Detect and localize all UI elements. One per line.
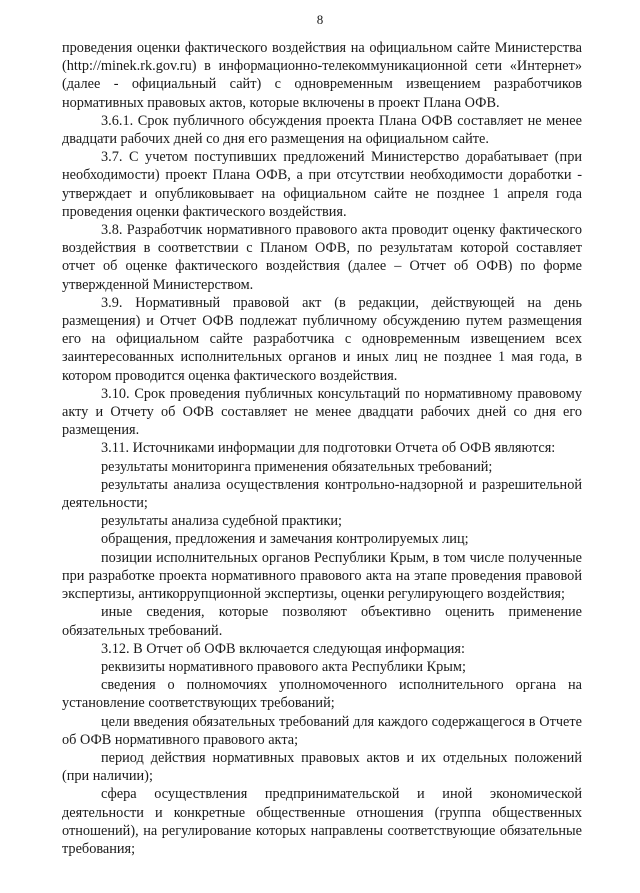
paragraph: обращения, предложения и замечания контролируемых лиц; bbox=[101, 531, 469, 548]
paragraph: результаты мониторинга применения обязательных требований; bbox=[101, 458, 493, 475]
paragraph: сведения о полномочиях уполномоченного исполнительного органа на установление соответствующих требований; bbox=[62, 677, 582, 712]
paragraph: проведения оценки фактического воздействия на официальном сайте Министерства (http://minek.rk.gov.ru) в информационно-телекоммуникационной сети «Интернет» (далее - официальный сайт) с одновременным извещением разработчиков нормативных правовых актов, которые включены в проект Плана ОФВ. bbox=[62, 40, 582, 111]
paragraph: результаты анализа судебной практики; bbox=[101, 513, 342, 530]
paragraph: результаты анализа осуществления контрольно-надзорной и разрешительной деятельности; bbox=[62, 476, 582, 512]
paragraph: сфера осуществления предпринимательской и иной экономической деятельности и конкретные общественные отношения (группа общественных отношений), на регулирование которых направлены соответствующие обязательные требования; bbox=[62, 786, 582, 857]
paragraph: 3.10. Срок проведения публичных консультаций по нормативному правовому акту и Отчету об ОФВ составляет не менее двадцати рабочих дней со дня его размещения. bbox=[62, 385, 582, 439]
paragraph: иные сведения, которые позволяют объективно оценить применение обязательных требований. bbox=[62, 604, 582, 639]
paragraph: 3.11. Источниками информации для подготовки Отчета об ОФВ являются: bbox=[101, 440, 556, 457]
paragraph: 3.8. Разработчик нормативного правового акта проводит оценку фактического воздействия в соответствии с Планом ОФВ, по результатам которой составляет отчет об оценке фактического воздействия (далее – Отчет об ОФВ) по форме утвержденной Министерством. bbox=[62, 222, 582, 293]
document-body bbox=[62, 39, 582, 858]
paragraph: позиции исполнительных органов Республики Крым, в том числе полученные при разработке проекта нормативного правового акта на этапе проведения правовой экспертизы, антикоррупционной экспертизы, оценки регулирующего воздействия; bbox=[62, 549, 582, 603]
paragraph: реквизиты нормативного правового акта Республики Крым; bbox=[101, 658, 466, 675]
paragraph: 3.6.1. Срок публичного обсуждения проекта Плана ОФВ составляет не менее двадцати рабочих дней со дня его размещения на официальном сайте. bbox=[62, 112, 582, 148]
paragraph: цели введения обязательных требований для каждого содержащегося в Отчете об ОФВ нормативного правового акта; bbox=[62, 713, 582, 748]
paragraph: 3.12. В Отчет об ОФВ включается следующая информация: bbox=[101, 640, 465, 657]
page-number: 8 bbox=[316, 12, 324, 27]
paragraph: период действия нормативных правовых актов и их отдельных положений (при наличии); bbox=[62, 749, 582, 785]
paragraph: 3.7. С учетом поступивших предложений Министерство дорабатывает (при необходимости) проект Плана ОФВ, а при отсутствии необходимости доработки - утверждает и опубликовывает на официальном сайте не позднее 1 апреля года проведения оценки фактического воздействия. bbox=[62, 149, 582, 220]
paragraph: 3.9. Нормативный правовой акт (в редакции, действующей на день размещения) и Отчет ОФВ подлежат публичному обсуждению путем размещения его на официальном сайте разработчика с одновременным извещением всех заинтересованных исполнительных органов и иных лиц не позднее 1 мая года, в котором проводится оценка фактического воздействия. bbox=[62, 294, 582, 384]
